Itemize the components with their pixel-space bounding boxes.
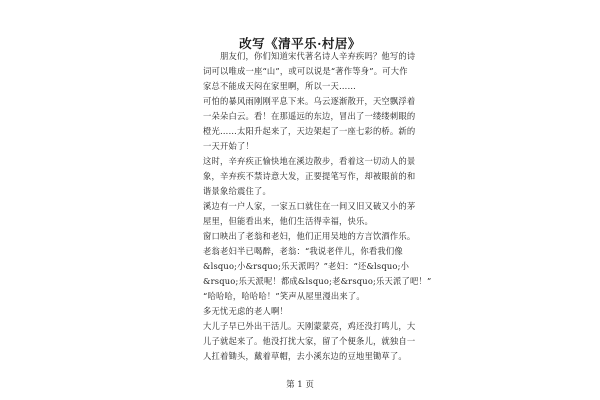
body-line: &lsquo;小&rsquo;乐天派吗？”老妇：“还&lsquo;小 <box>203 261 410 271</box>
page-title: 改写《清平乐·村居》 <box>239 36 361 51</box>
body-line: 橙光……太阳升起来了，天边架起了一座七彩的桥。新的 <box>203 126 416 136</box>
body-line: 多无忧无虑的老人啊！ <box>203 306 288 316</box>
body-line: &rsquo;乐天派呢！都成&lsquo;老&rsquo;乐天派了吧！” <box>203 276 432 286</box>
body-line: 老翁老妇半已喝醉，老翁：“我说老伴儿，你看我们像 <box>203 246 403 256</box>
body-line: 窗口映出了老翁和老妇，他们正用吴地的方言饮酒作乐。 <box>203 231 416 241</box>
body-line: 家总不能成天闷在家里啊，所以一天…… <box>203 81 356 91</box>
body-line: 一朵朵白云。看！在那遥远的东边，冒出了一缕缕刺眼的 <box>203 111 416 121</box>
body-line: 词可以唯成一座“山”，或可以说是“著作等身”。可大作 <box>203 66 408 76</box>
body-line: 朋友们，你们知道宋代著名诗人辛弃疾吗？他写的诗 <box>203 51 416 61</box>
body-line: 谐景象给震住了。 <box>203 186 271 196</box>
body-line: 象，辛弃疾不禁诗意大发，正要提笔写作，却被眼前的和 <box>203 171 416 181</box>
body-line: 屋里，但能看出来，他们生活得幸福，快乐。 <box>203 216 373 226</box>
body-line: 大儿子早已外出干活儿。天刚蒙蒙亮，鸡还没打鸣儿，大 <box>203 321 416 331</box>
body-line: 溪边有一户人家，一家五口就住在一间又旧又破又小的茅 <box>203 201 416 211</box>
page-number: 第 1 页 <box>286 380 314 390</box>
body-line: 这时，辛弃疾正愉快地在溪边散步，看着这一切动人的景 <box>203 156 416 166</box>
body-line: “哈哈哈，哈哈哈！”笑声从屋里漫出来了。 <box>203 291 365 301</box>
body-line: 人扛着锄头，戴着草帽，去小溪东边的豆地里锄草了。 <box>203 351 407 361</box>
body-line: 儿子就起来了。他没打扰大家，留了个便条儿，就独自一 <box>203 336 416 346</box>
body-line: 一天开始了！ <box>203 141 254 151</box>
body-line: 可怕的暴风雨刚刚平息下来。乌云逐渐散开，天空飘浮着 <box>203 96 416 106</box>
